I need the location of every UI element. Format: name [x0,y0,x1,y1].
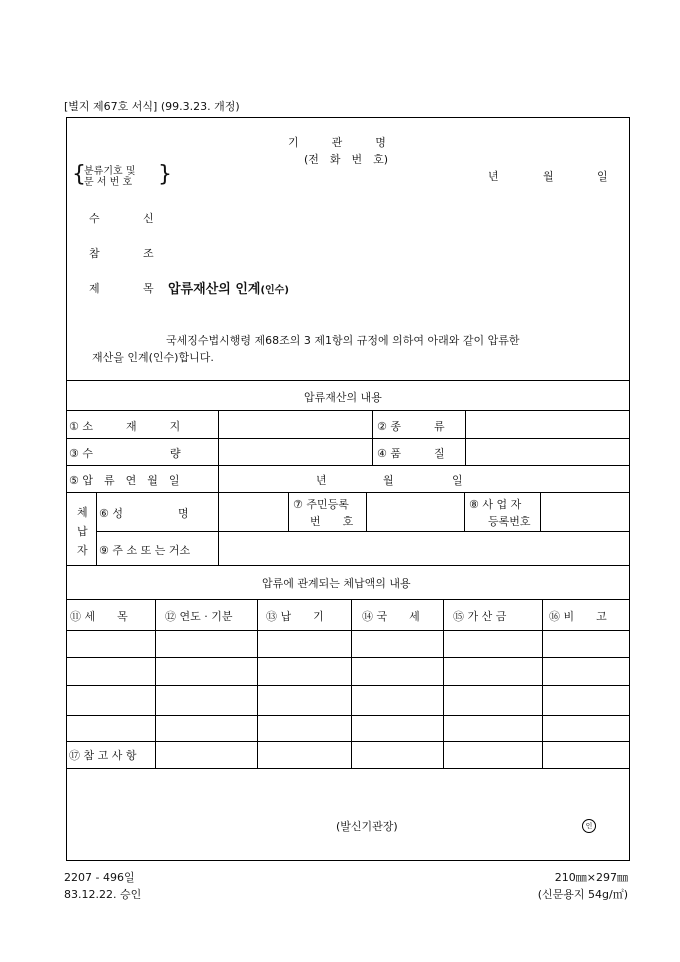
quantity-label: ③ 수 량 [69,447,181,460]
subject-title-main: 압류재산의 인계 [168,282,261,297]
tax-section-title: 압류에 관계되는 체납액의 내용 [262,577,411,590]
tax-header-remarks: ⑯ 비 고 [549,610,607,623]
col-kind-divider [372,410,373,465]
tax-col-3 [351,599,352,768]
col-label-divider [218,410,219,565]
delinquent-label-3: 자 [77,544,88,557]
seizure-date-label: ⑤ 압 류 연 월 일 [69,474,180,487]
col-business-divider [464,492,465,531]
rule-4 [66,465,630,466]
reference-label-b: 조 [143,247,154,260]
agency-phone-label: (전 화 번 호) [304,153,389,166]
rule-13 [66,741,630,742]
footer-size: 210㎜×297㎜ [554,871,628,884]
footer-approval: 83.12.22. 승인 [64,888,142,901]
footer-paper: (신문용지 54g/㎡) [537,888,628,901]
seizure-month: 월 [383,474,394,487]
date-day: 일 [597,170,608,183]
tax-header-national-tax: ⑭ 국 세 [362,610,420,623]
delinquent-label-1: 체 [77,506,88,519]
col-delinquent-divider [96,492,97,565]
tax-col-2 [257,599,258,768]
business-no-label-2: 등록번호 [488,515,531,528]
name-label: ⑥ 성 명 [99,507,189,520]
rule-3 [66,438,630,439]
resident-no-label-2: 번 호 [310,515,354,528]
col-resident-divider [288,492,289,531]
form-header: [별지 제67호 서식] (99.3.23. 개정) [64,100,240,113]
agency-name-label: 기 관 명 [288,136,386,149]
tax-col-4 [443,599,444,768]
tax-header-item: ⑪ 세 목 [70,610,128,623]
sender-label: (발신기관장) [336,820,398,833]
recipient-label-a: 수 [89,212,100,225]
tax-header-surcharge: ⑮ 가 산 금 [453,610,507,623]
col-business-value-divider [540,492,541,531]
tax-header-year: ⑫ 연도 · 기분 [165,610,233,623]
tax-header-due: ⑬ 납 기 [266,610,324,623]
seizure-year: 년 [316,474,327,487]
seized-section-title: 압류재산의 내용 [304,391,382,404]
seal-icon: 인 [582,819,596,833]
rule-2 [66,410,630,411]
tax-col-1 [155,599,156,768]
subject-label-a: 제 [89,282,100,295]
tax-col-5 [542,599,543,768]
subject-label-b: 목 [143,282,154,295]
rule-1 [66,380,630,381]
rule-9 [66,630,630,631]
rule-11 [66,685,630,686]
form-frame [66,117,630,861]
notes-label: ⑰ 참 고 사 항 [69,749,137,762]
delinquent-label-2: 납 [77,525,88,538]
subject-title-suffix: (인수) [260,285,289,296]
subject-title [168,278,289,297]
seizure-day: 일 [452,474,463,487]
reference-label-a: 참 [89,247,100,260]
rule-7 [66,565,630,566]
address-label: ⑨ 주 소 또 는 거소 [99,544,191,557]
rule-10 [66,657,630,658]
col-resident-value-divider [366,492,367,531]
classification-line2: 문 서 번 호 [84,177,133,188]
footer-code: 2207 - 496일 [64,871,135,884]
location-label: ① 소 재 지 [69,420,181,433]
quality-label: ④ 품 질 [377,447,445,460]
right-brace: } [158,162,172,187]
body-line2: 재산을 인계(인수)합니다. [92,351,214,364]
left-brace: { [72,162,86,187]
business-no-label-1: ⑧ 사 업 자 [469,498,522,511]
col-kind-value-divider [465,410,466,465]
rule-5 [66,492,630,493]
resident-no-label-1: ⑦ 주민등록 [293,498,349,511]
rule-8 [66,599,630,600]
kind-label: ② 종 류 [377,420,445,433]
date-month: 월 [543,170,554,183]
classification-line1: 분류기호 및 [84,166,136,177]
body-line1: 국세징수법시행령 제68조의 3 제1항의 규정에 의하여 아래와 같이 압류한 [166,334,520,347]
rule-6 [96,531,630,532]
date-year: 년 [488,170,499,183]
recipient-label-b: 신 [143,212,154,225]
rule-12 [66,715,630,716]
rule-14 [66,768,630,769]
